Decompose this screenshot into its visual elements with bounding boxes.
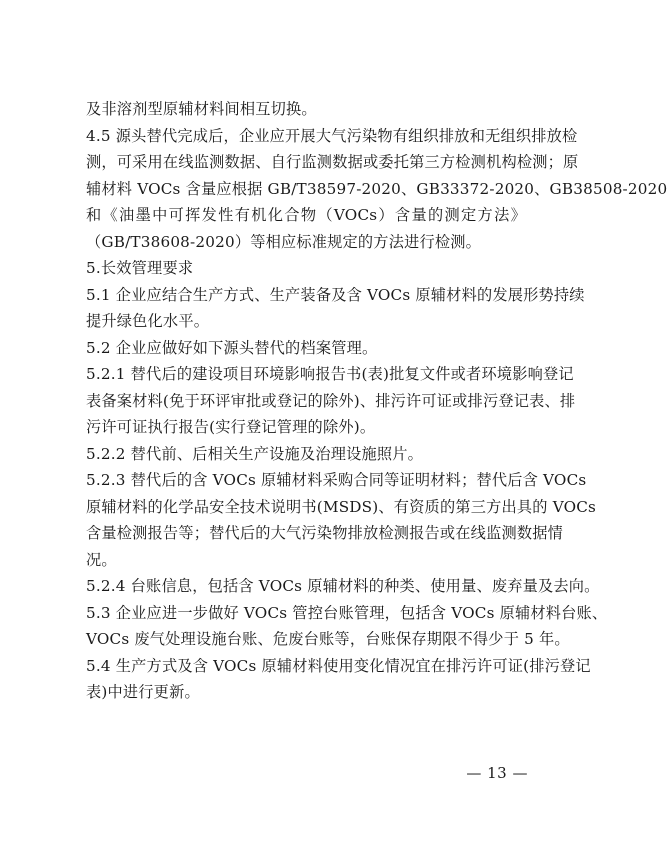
text-line: 提升绿色化水平。: [86, 312, 210, 330]
paragraph-5-1: [86, 282, 585, 335]
text-line: 5.1 企业应结合生产方式、生产装备及含 VOCs 原辅材料的发展形势持续: [86, 285, 585, 304]
text-line: VOCs 废气处理设施台账、危废台账等，台账保存期限不得少于 5 年。: [86, 630, 570, 648]
text-line: 5.2 企业应做好如下源头替代的档案管理。: [86, 338, 378, 357]
text-line: 5.2.4 台账信息，包括含 VOCs 原辅材料的种类、使用量、废弃量及去向。: [86, 577, 600, 595]
paragraph-5-2-4: [86, 573, 600, 600]
text-line: 5.2.1 替代后的建设项目环境影响报告书(表)批复文件或者环境影响登记: [86, 365, 574, 383]
text-line: 5.2.2 替代前、后相关生产设施及治理设施照片。: [86, 444, 424, 463]
paragraph-5-2-1: [86, 361, 576, 441]
text-line: 原辅材料的化学品安全技术说明书(MSDS)、有资质的第三方出具的 VOCs: [86, 497, 597, 516]
paragraph-5-4: [86, 653, 591, 706]
text-line: 污许可证执行报告(实行登记管理的除外)。: [86, 418, 376, 436]
text-line: 含量检测报告等；替代后的大气污染物排放检测报告或在线监测数据情: [86, 524, 564, 542]
paragraph-5-3: [86, 600, 608, 653]
text-line: 5.长效管理要求: [86, 259, 194, 277]
paragraph-4-5: [86, 123, 667, 256]
text-line: 5.3 企业应进一步做好 VOCs 管控台账管理，包括含 VOCs 原辅材料台账、: [86, 603, 608, 622]
text-line: 表备案材料(免于环评审批或登记的除外)、排污许可证或排污登记表、排: [86, 391, 576, 410]
paragraph-5-2-2: [86, 441, 526, 468]
text-line: 测，可采用在线监测数据、自行监测数据或委托第三方检测机构检测；原: [86, 153, 579, 171]
text-line: 和《油墨中可挥发性有机化合物（VOCs）含量的测定方法》: [86, 206, 526, 224]
text-line: 4.5 源头替代完成后，企业应开展大气污染物有组织排放和无组织排放检: [86, 126, 578, 145]
paragraph-5-2: [86, 335, 526, 362]
text-line: （GB/T38608-2020）等相应标准规定的方法进行检测。: [86, 232, 482, 251]
text-line: 况。: [86, 550, 117, 569]
document-body: [86, 96, 667, 706]
text-line: 表)中进行更新。: [86, 683, 200, 701]
text-line: 5.4 生产方式及含 VOCs 原辅材料使用变化情况宜在排污许可证(排污登记: [86, 656, 591, 675]
section-heading-5: [86, 255, 526, 282]
paragraph-switch-note: [86, 96, 526, 123]
page-number: — 13 —: [466, 764, 528, 782]
text-line: 辅材料 VOCs 含量应根据 GB/T38597-2020、GB33372-2020、GB38508-2020: [86, 179, 667, 198]
text-line: 及非溶剂型原辅材料间相互切换。: [86, 100, 317, 118]
paragraph-5-2-3: [86, 467, 597, 573]
text-line: 5.2.3 替代后的含 VOCs 原辅材料采购合同等证明材料；替代后含 VOCs: [86, 471, 587, 489]
